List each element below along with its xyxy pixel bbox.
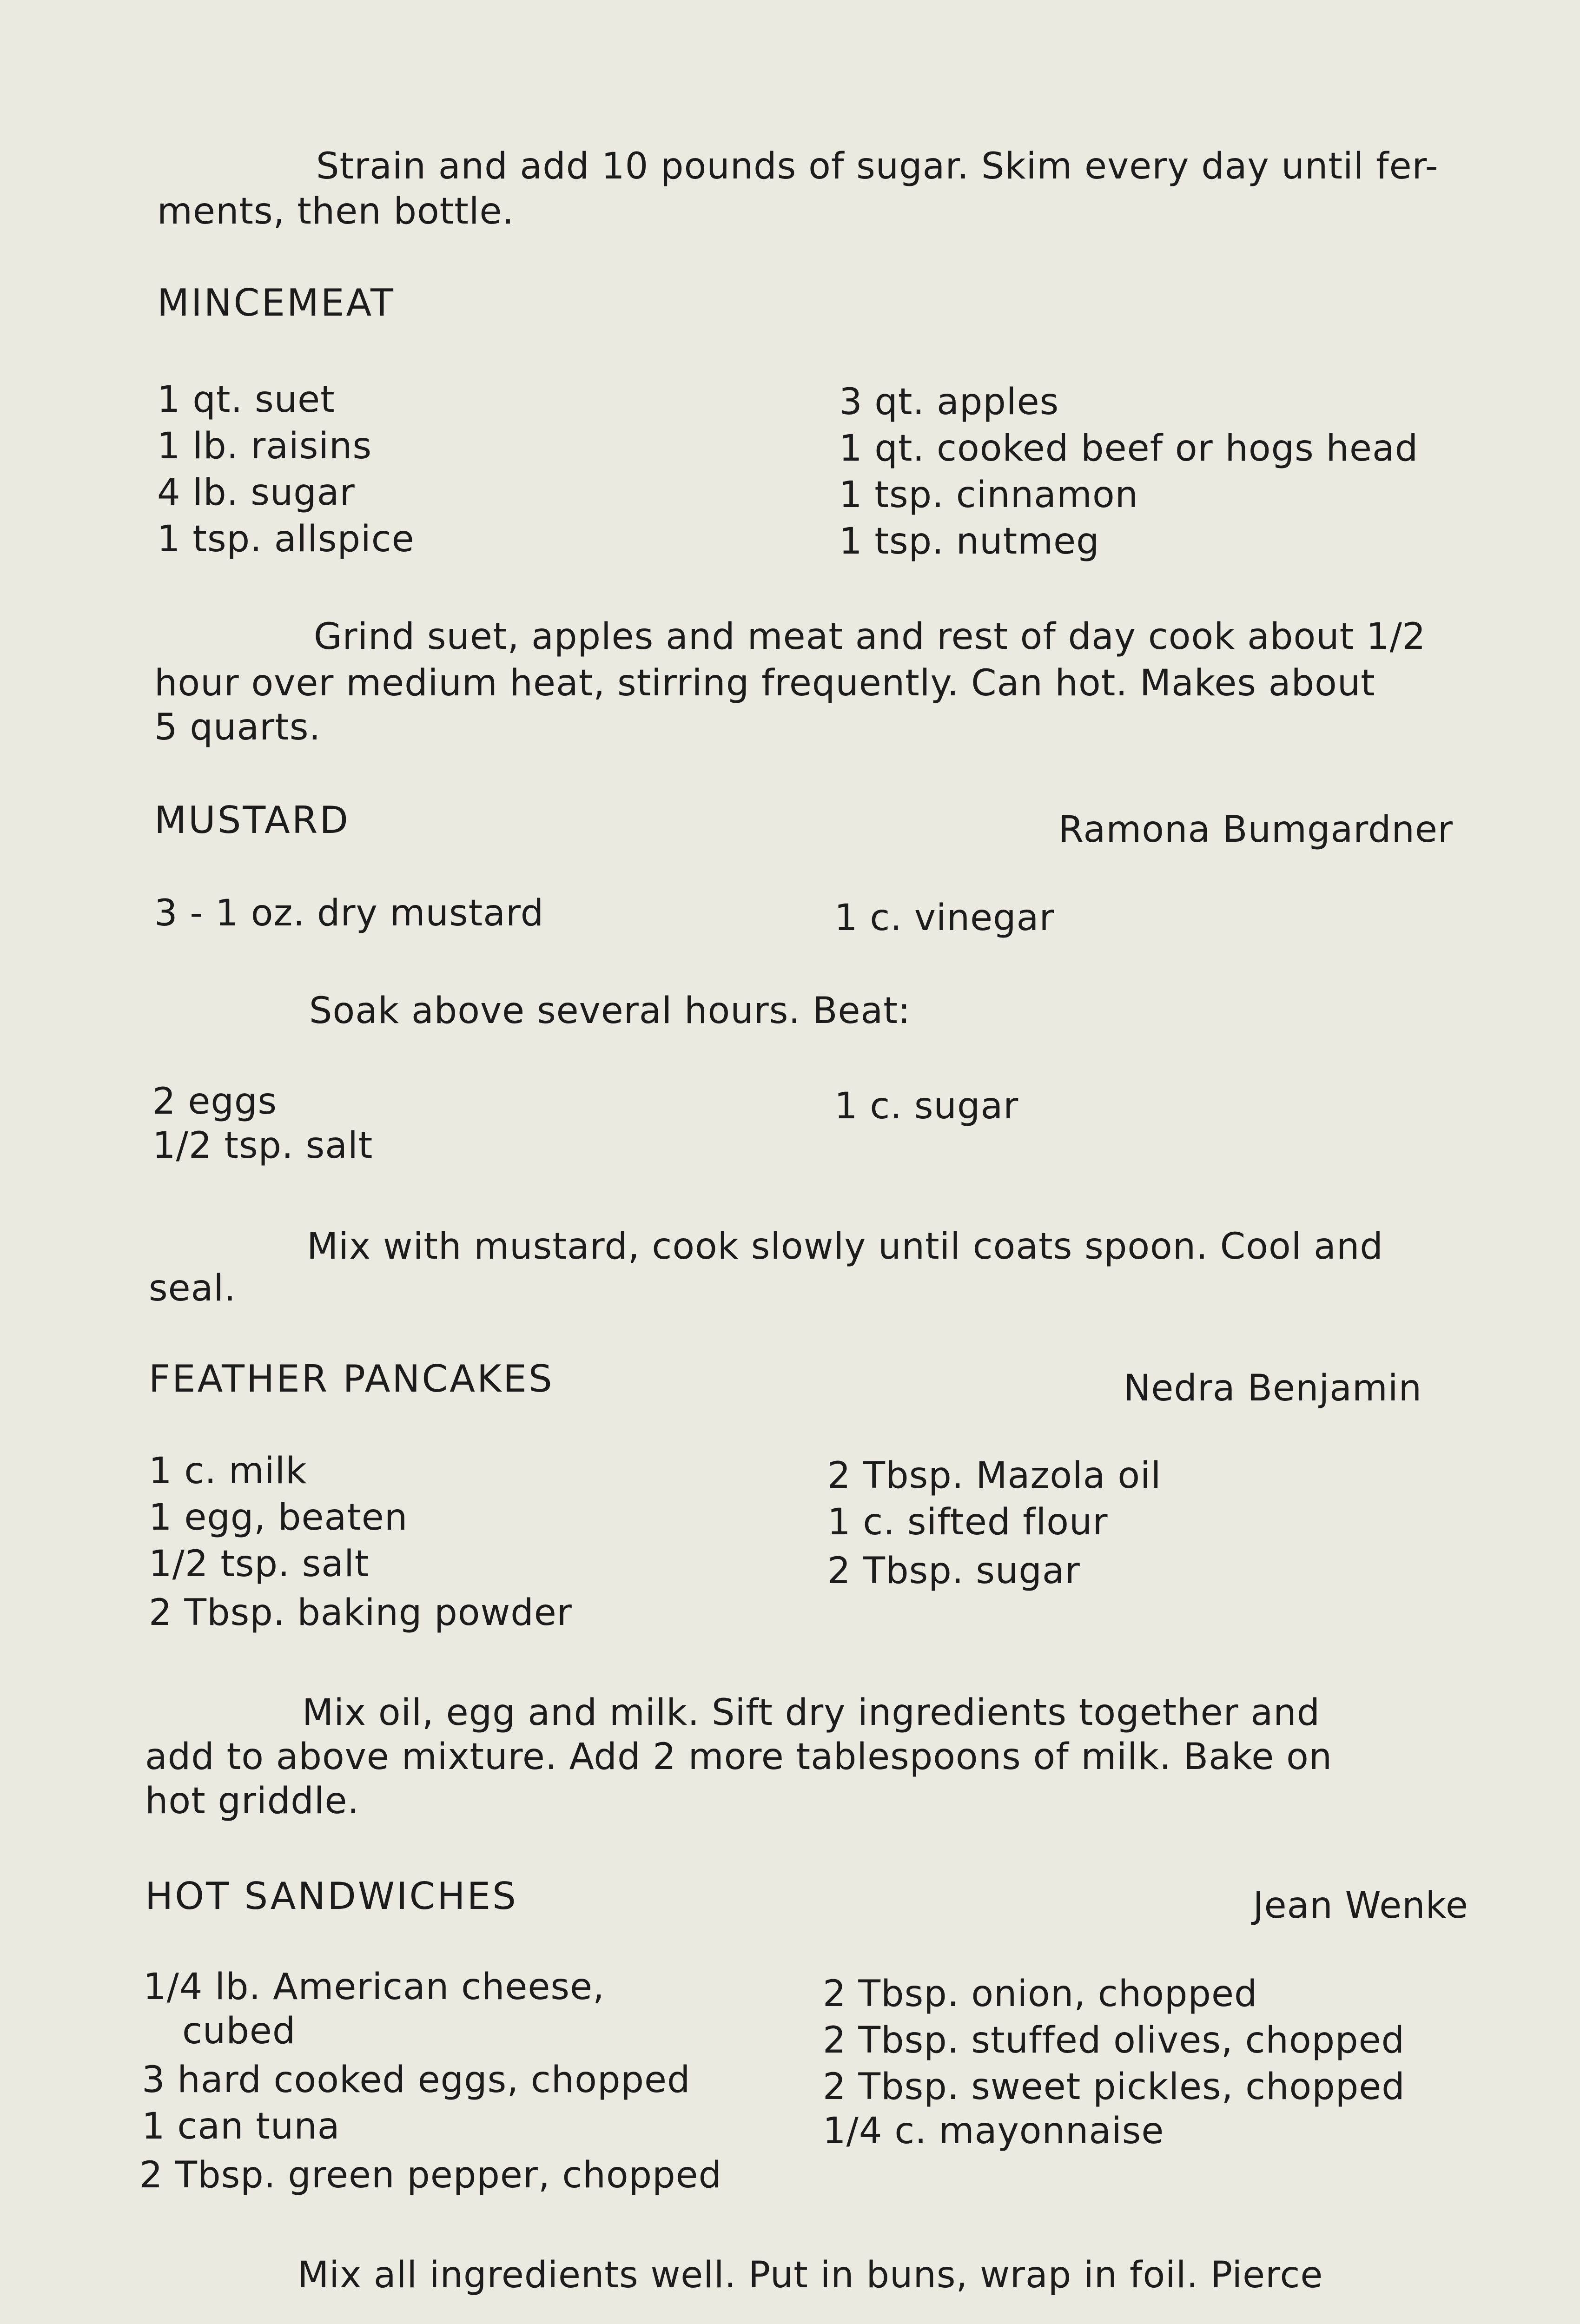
ingredient: 1/4 c. mayonnaise xyxy=(823,2110,1164,2152)
intro-line-2: ments, then bottle. xyxy=(157,191,515,232)
ingredient: 1 qt. suet xyxy=(157,379,335,421)
ingredient: 2 Tbsp. baking powder xyxy=(149,1592,572,1634)
ingredient: 3 qt. apples xyxy=(839,381,1059,423)
ingredient: 4 lb. sugar xyxy=(157,472,355,514)
ingredient: 1 tsp. nutmeg xyxy=(839,521,1100,562)
ingredient: 1 tsp. cinnamon xyxy=(839,474,1139,516)
ingredient: 2 eggs xyxy=(152,1081,278,1122)
directions-line: Mix all ingredients well. Put in buns, wrap in foil. Pierce xyxy=(297,2254,1323,2296)
hot-sandwiches-author: Jean Wenke xyxy=(1253,1885,1468,1927)
ingredient: 1 can tuna xyxy=(142,2106,340,2147)
ingredient: 1 c. sugar xyxy=(834,1085,1019,1127)
ingredient: 1 c. milk xyxy=(149,1450,307,1492)
mincemeat-title: MINCEMEAT xyxy=(157,281,395,324)
intro-line-1: Strain and add 10 pounds of sugar. Skim every day until fer- xyxy=(316,145,1439,187)
ingredient: 2 Tbsp. Mazola oil xyxy=(827,1455,1162,1497)
directions-line: seal. xyxy=(149,1268,236,1309)
ingredient: 3 hard cooked eggs, chopped xyxy=(142,2059,691,2101)
ingredient: 2 Tbsp. sweet pickles, chopped xyxy=(823,2066,1405,2108)
ingredient: 1 qt. cooked beef or hogs head xyxy=(839,428,1419,469)
directions-line: 5 quarts. xyxy=(154,706,321,748)
mustard-author: Ramona Bumgardner xyxy=(1058,809,1453,851)
ingredient: cubed xyxy=(182,2010,296,2052)
directions-line: Mix with mustard, cook slowly until coats spoon. Cool and xyxy=(307,1226,1383,1268)
directions-line: Soak above several hours. Beat: xyxy=(309,990,911,1032)
ingredient: 1 tsp. allspice xyxy=(157,518,415,560)
ingredient: 3 - 1 oz. dry mustard xyxy=(154,892,544,934)
directions-line: Mix oil, egg and milk. Sift dry ingredients together and xyxy=(302,1692,1321,1734)
ingredient: 2 Tbsp. green pepper, chopped xyxy=(139,2154,722,2196)
ingredient: 1 c. sifted flour xyxy=(827,1501,1108,1543)
ingredient: 1/2 tsp. salt xyxy=(152,1125,373,1167)
ingredient: 1/2 tsp. salt xyxy=(149,1543,370,1585)
feather-pancakes-author: Nedra Benjamin xyxy=(1124,1367,1422,1409)
ingredient: 1/4 lb. American cheese, xyxy=(143,1966,605,2008)
ingredient: 2 Tbsp. sugar xyxy=(827,1550,1080,1592)
ingredient: 1 lb. raisins xyxy=(157,425,372,467)
directions-line: hour over medium heat, stirring frequently. Can hot. Makes about xyxy=(154,662,1375,704)
ingredient: 1 c. vinegar xyxy=(834,897,1055,939)
feather-pancakes-title: FEATHER PANCAKES xyxy=(149,1357,554,1400)
directions-line: add to above mixture. Add 2 more tablespoons of milk. Bake on xyxy=(145,1736,1333,1778)
directions-line: hot griddle. xyxy=(145,1780,360,1822)
ingredient: 2 Tbsp. stuffed olives, chopped xyxy=(823,2020,1405,2061)
ingredient: 1 egg, beaten xyxy=(149,1497,408,1538)
directions-line: Grind suet, apples and meat and rest of day cook about 1/2 xyxy=(314,616,1426,658)
mustard-title: MUSTARD xyxy=(154,799,350,842)
hot-sandwiches-title: HOT SANDWICHES xyxy=(145,1875,518,1918)
ingredient: 2 Tbsp. onion, chopped xyxy=(823,1973,1258,2015)
